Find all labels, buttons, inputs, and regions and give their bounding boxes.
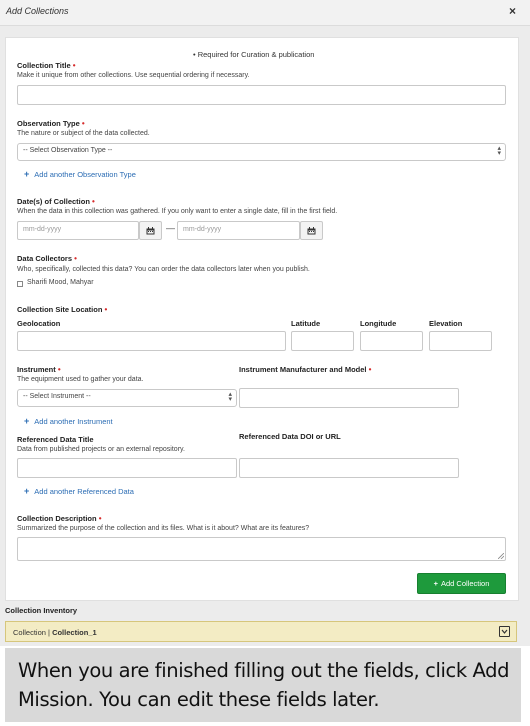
instrument-label: Instrument • (17, 365, 61, 374)
plus-icon: + (24, 169, 30, 179)
add-referenced-data-link[interactable]: + Add another Referenced Data (24, 486, 134, 496)
modal-title: Add Collections (6, 6, 69, 16)
data-collectors-help: Who, specifically, collected this data? You can order the data collectors later when you publish. (17, 266, 310, 273)
instruction-caption (5, 648, 521, 722)
elevation-label: Elevation (429, 319, 463, 328)
geolocation-label: Geolocation (17, 319, 61, 328)
calendar-icon (307, 227, 316, 235)
geolocation-input[interactable] (17, 331, 286, 351)
inventory-item[interactable] (5, 621, 517, 642)
site-location-label: Collection Site Location • (17, 305, 108, 314)
add-collection-button[interactable]: + Add Collection (417, 573, 506, 594)
collection-title-help: Make it unique from other collections. Use sequential ordering if necessary. (17, 72, 250, 79)
description-label: Collection Description • (17, 514, 102, 523)
elevation-input[interactable] (429, 331, 492, 351)
referenced-data-help: Data from published projects or an external repository. (17, 446, 185, 453)
observation-type-label: Observation Type • (17, 119, 85, 128)
referenced-data-doi-label: Referenced Data DOI or URL (239, 432, 341, 441)
description-textarea[interactable] (17, 537, 506, 561)
collection-title-label: Collection Title • (17, 61, 76, 70)
referenced-data-title-label: Referenced Data Title (17, 435, 94, 444)
plus-icon: + (433, 579, 438, 588)
close-icon[interactable]: × (508, 4, 516, 18)
description-help: Summarized the purpose of the collection and its files. What is it about? What are its features? (17, 525, 310, 532)
modal-header (0, 0, 530, 26)
chevron-down-icon[interactable] (499, 626, 510, 637)
collection-form (5, 37, 519, 601)
latitude-label: Latitude (291, 319, 321, 328)
latitude-input[interactable] (291, 331, 354, 351)
dates-help: When the data in this collection was gathered. If you only want to enter a single date, fill in the first field. (17, 208, 338, 215)
end-calendar-button[interactable] (300, 221, 323, 240)
plus-icon: + (24, 486, 30, 496)
plus-icon: + (24, 416, 30, 426)
referenced-data-title-input[interactable] (17, 458, 237, 478)
caption-text: When you are finished filling out the fields, click Add Mission. You can edit these fields later. (18, 659, 510, 711)
dates-label: Date(s) of Collection • (17, 197, 95, 206)
select-arrows-icon: ▴ ▾ (497, 145, 501, 157)
add-observation-type-link[interactable]: + Add another Observation Type (24, 169, 136, 179)
inventory-label: Collection Inventory (5, 606, 78, 615)
start-calendar-button[interactable] (139, 221, 162, 240)
calendar-icon (146, 227, 155, 235)
select-arrows-icon: ▴ ▾ (228, 391, 232, 403)
collector-name: Sharifi Mood, Mahyar (27, 279, 94, 286)
instrument-select[interactable] (17, 389, 237, 407)
data-collectors-label: Data Collectors • (17, 254, 77, 263)
referenced-data-doi-input[interactable] (239, 458, 459, 478)
observation-type-selected: -- Select Observation Type -- (23, 147, 113, 154)
date-range-separator: — (166, 223, 175, 233)
longitude-input[interactable] (360, 331, 423, 351)
end-date-input[interactable]: mm-dd-yyyy (177, 221, 300, 240)
add-instrument-link[interactable]: + Add another Instrument (24, 416, 113, 426)
instrument-selected: -- Select Instrument -- (23, 393, 91, 400)
required-note: • Required for Curation & publication (193, 50, 315, 59)
observation-type-select[interactable] (17, 143, 506, 161)
longitude-label: Longitude (360, 319, 397, 328)
instrument-manufacturer-input[interactable] (239, 388, 459, 408)
collector-checkbox[interactable] (17, 281, 23, 287)
collection-title-input[interactable] (17, 85, 506, 105)
resize-handle-icon[interactable] (498, 553, 504, 559)
inventory-item-text: Collection | Collection_1 (13, 628, 97, 637)
instrument-help: The equipment used to gather your data. (17, 376, 144, 383)
start-date-input[interactable]: mm-dd-yyyy (17, 221, 139, 240)
instrument-manufacturer-label: Instrument Manufacturer and Model • (239, 365, 372, 374)
observation-type-help: The nature or subject of the data collected. (17, 130, 150, 137)
